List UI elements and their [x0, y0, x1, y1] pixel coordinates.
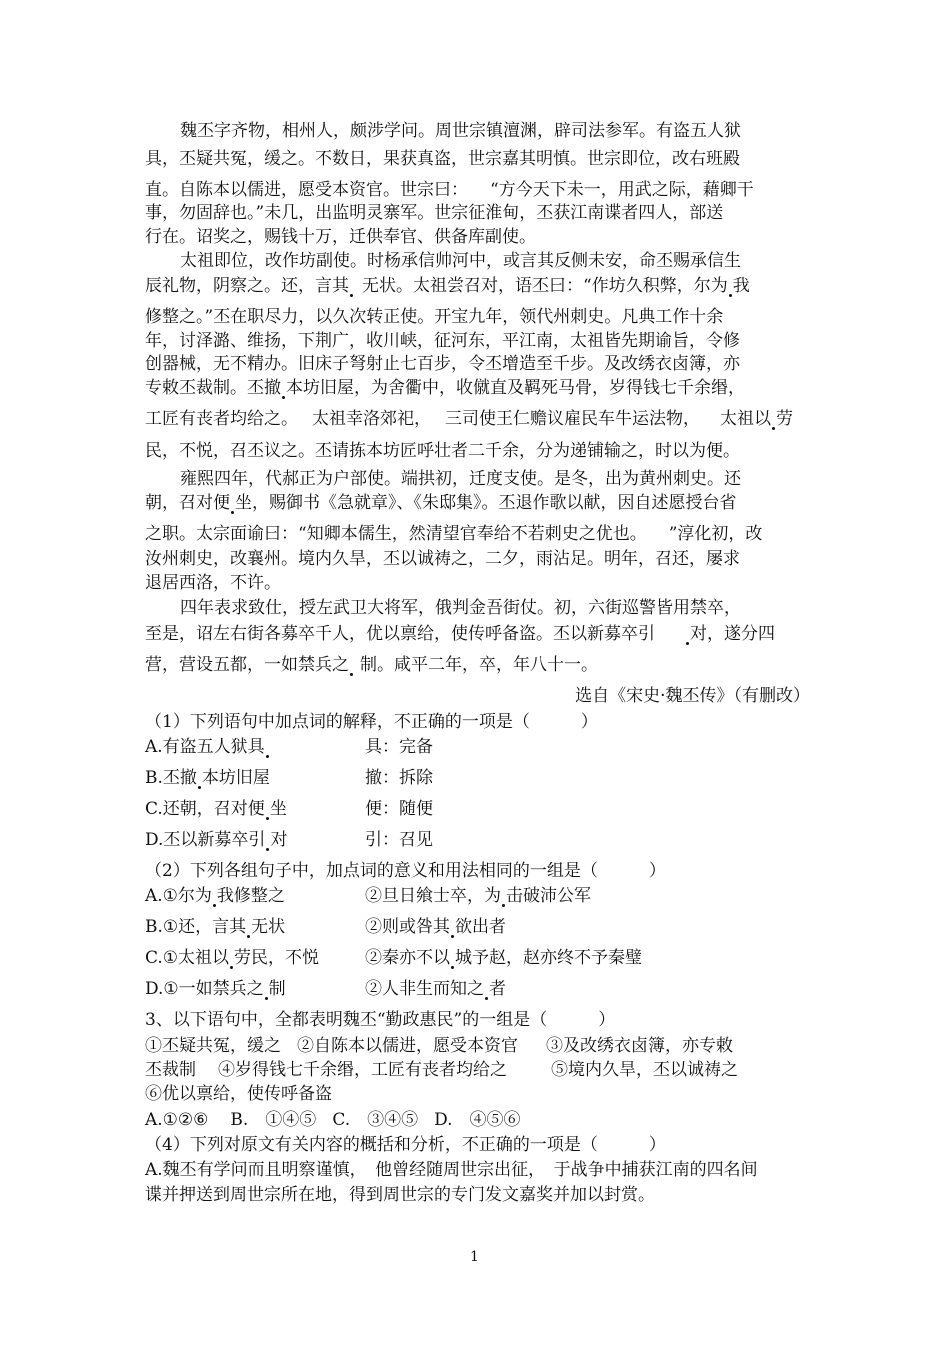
- p1-line-1: 魏丕字齐物，相州人，颇涉学问。周世宗镇澶渊，辟司法参军。有盗五人狱: [180, 121, 741, 141]
- emphasis-dot: [247, 935, 250, 938]
- emphasis-dot: [502, 904, 505, 907]
- emphasis-dot: [772, 427, 775, 430]
- emphasis-dot: [266, 755, 269, 758]
- text: ②人非生而知之: [365, 979, 484, 999]
- text: 无状。太祖尝召对，语丕曰：: [362, 276, 583, 296]
- text: 至是，诏左右街各募卒千人，优以禀给，使传呼备盗。丕以新募卒引: [145, 624, 655, 644]
- emphasis-dot: [350, 673, 353, 676]
- emphasis-dot: [231, 511, 234, 514]
- text: ”淳化初，改: [668, 524, 763, 544]
- q1-option-a-gloss: 具：完备: [365, 737, 433, 757]
- text: C.①太祖以: [145, 948, 230, 968]
- text: D.①一如禁兵之: [145, 979, 264, 999]
- source-citation: 选自《宋史·魏丕传》（有删改）: [575, 686, 810, 706]
- q3-choices: [145, 1109, 521, 1131]
- emphasis-dot: [213, 904, 216, 907]
- text: 直。自陈本以儒进，愿受本资官。世宗曰：: [145, 180, 468, 200]
- q1-option-d-gloss: 引：召见: [365, 830, 433, 850]
- p1-line-3: [145, 179, 825, 201]
- text: “作坊久积弊，尔为: [583, 276, 728, 296]
- text: 太祖以: [720, 409, 771, 429]
- text: ②则或咎其: [365, 917, 450, 937]
- text: ⑤境内久旱，丕以诚祷之: [551, 1060, 738, 1080]
- p2-line-7: [145, 408, 825, 430]
- emphasis-dot: [350, 294, 353, 297]
- emphasis-dot: [265, 997, 268, 1000]
- text: 坐，赐御书《急就章》、《朱邸集》。: [235, 493, 499, 513]
- p2-line-4: 年，讨泽潞、维扬，下荆广，收川峡，征河东，平江南，太祖皆先期谕旨，令修: [145, 331, 740, 351]
- p3-line-4: 汝州刺史，改襄州。境内久旱，丕以诚祷之，二夕，雨沾足。明年，召还，屡求: [145, 549, 740, 569]
- q4-stem: （4）下列对原文有关内容的概括和分析，不正确的一项是（ ）: [145, 1135, 666, 1155]
- p3-line-1: 雍熙四年，代郝正为户部使。端拱初，迁度支使。是冬，出为黄州刺史。还: [180, 469, 741, 489]
- text: 丕裁制: [145, 1060, 196, 1080]
- text: ④岁得钱七千余缗，工匠有丧者均给之: [218, 1060, 507, 1080]
- q3-stem: 3、以下语句中，全都表明魏丕“勤政惠民”的一组是（ ）: [145, 1010, 616, 1030]
- choice-a: A.①②⑥: [145, 1110, 209, 1130]
- underlined-text: 事，勿固辞也。: [145, 203, 256, 223]
- q1-option-d: [145, 829, 287, 851]
- text: 对，遂分四: [690, 624, 775, 644]
- underlined-text: 之职。: [145, 524, 196, 544]
- text: 太祖幸洛郊祀，: [312, 409, 431, 429]
- text: 城予赵，赵亦终不予秦璧: [455, 948, 642, 968]
- p3-line-2: [145, 492, 825, 514]
- text: 劳: [776, 409, 793, 429]
- text: 欲出者: [455, 917, 506, 937]
- q2-option-a-right: [365, 885, 591, 907]
- text: 我: [732, 276, 750, 296]
- p1-line-4: [145, 202, 825, 224]
- q1-option-b: [145, 767, 270, 789]
- emphasis-dot: [282, 396, 285, 399]
- q3-line-1: [145, 1035, 733, 1057]
- emphasis-dot: [451, 966, 454, 969]
- p4-line-2: [145, 623, 825, 645]
- q1-option-a: [145, 736, 270, 758]
- text: ②秦亦不以: [365, 948, 450, 968]
- text: 制: [268, 979, 286, 999]
- q1-option-c-gloss: 便：随便: [365, 799, 433, 819]
- choice-d: D. ④⑤⑥: [434, 1110, 521, 1130]
- underlined-text: “方今天下未一，用武之际，藉卿干: [490, 180, 754, 200]
- p2-line-8: [145, 440, 825, 462]
- text: 本坊旧屋: [201, 768, 270, 788]
- text: 制。咸平二年，卒，年八十一。: [360, 655, 598, 675]
- text: ”未几，出监明灵寨军。世宗征淮甸，丕获江南谍者四人，部送: [255, 203, 724, 223]
- p4-line-1: 四年表求致仕，授左武卫大将军，俄判金吾街仗。初，六街巡警皆用禁卒，: [180, 598, 741, 618]
- text: 我修整之: [216, 886, 285, 906]
- text: B.丕撤: [145, 768, 197, 788]
- text: D.丕以新募卒引: [145, 830, 266, 850]
- q3-line-3: ⑥优以禀给，使传呼备盗: [145, 1084, 332, 1104]
- text: A.①尔为: [145, 886, 212, 906]
- q1-stem: （1）下列语句中加点词的解释，不正确的一项是（ ）: [145, 712, 598, 732]
- q2-option-c: [145, 947, 319, 969]
- emphasis-dot: [198, 786, 201, 789]
- text: 朝，召对便: [145, 493, 230, 513]
- text: 本坊旧屋，为舍衢中，收僦直及羁死马骨，岁得钱七千余缗，: [286, 378, 745, 398]
- text: 民，不悦，召丕议之。: [145, 441, 315, 461]
- text: C.还朝，召对便: [145, 799, 265, 819]
- p4-line-3: [145, 654, 825, 676]
- q2-option-d: [145, 978, 286, 1000]
- q4-option-a-line-1: A.魏丕有学问而且明察谨慎， 他曾经随周世宗出征， 于战争中捕获江南的四名间: [145, 1160, 758, 1180]
- emphasis-dot: [230, 966, 233, 969]
- choice-b: B. ①④⑤: [230, 1110, 317, 1130]
- text: 辰礼物，阴察之。还，言其: [145, 276, 349, 296]
- text: 坐: [269, 799, 287, 819]
- emphasis-dot: [729, 294, 732, 297]
- q1-option-b-gloss: 撤：拆除: [365, 768, 433, 788]
- p3-line-3: [145, 523, 825, 545]
- text: 者: [489, 979, 506, 999]
- q4-option-a-line-2: 谍并押送到周世宗所在地，得到周世宗的专门发文嘉奖并加以封赏。: [145, 1185, 655, 1205]
- q2-option-b-right: [365, 916, 506, 938]
- underlined-text: 丕退作歌以献，因自述愿授台省: [498, 493, 737, 513]
- q2-option-c-right: [365, 947, 642, 969]
- q2-option-b: [145, 916, 285, 938]
- text: 营，营设五都，一如禁兵之: [145, 655, 349, 675]
- text: 劳民，不悦: [234, 948, 320, 968]
- q1-option-c: [145, 798, 287, 820]
- page-number: 1: [470, 1249, 479, 1265]
- text: A.有盗五人狱具: [145, 737, 265, 757]
- emphasis-dot: [266, 848, 269, 851]
- text: 对: [270, 830, 288, 850]
- emphasis-dot: [485, 997, 488, 1000]
- p1-line-2: [145, 148, 825, 170]
- text: 三司使王仁赡议雇民车牛运法物，: [445, 409, 700, 429]
- p2-line-1: 太祖即位，改作坊副使。时杨承信帅河中，或言其反侧未安，命丕赐承信生: [180, 251, 741, 271]
- emphasis-dot: [451, 935, 454, 938]
- emphasis-dot: [266, 817, 269, 820]
- p2-line-2: [145, 275, 825, 297]
- text: 太宗面谕曰：“知卿本儒生，然清望官奉给不若刺史之优也。: [196, 524, 647, 544]
- p2-line-6: [145, 377, 825, 399]
- q2-option-d-right: [365, 978, 506, 1000]
- underlined-text: 丕请拣本坊匠呼壮者二千余，分为递铺输之，时以为便。: [315, 441, 740, 461]
- q3-line-2: [145, 1059, 738, 1081]
- text: 专敕丕裁制。丕撤: [145, 378, 281, 398]
- q2-stem: （2）下列各组句子中，加点词的意义和用法相同的一组是（ ）: [145, 861, 666, 881]
- text: ①丕疑共冤，缓之: [145, 1036, 281, 1056]
- text: 具，丕疑共冤，缓之。不数日，果获真盗，世宗嘉其明慎。世宗即位，改右班殿: [145, 149, 740, 169]
- text: ②旦日飨士卒，为: [365, 886, 501, 906]
- text: 无状: [251, 917, 286, 937]
- p2-line-5: 创器械，无不精办。旧床子弩射止七百步，令丕增造至千步。及改绣衣卤簿，亦: [145, 354, 740, 374]
- q2-option-a: [145, 885, 285, 907]
- p1-line-5: 行在。诏奖之，赐钱十万，迁供奉官、供备库副使。: [145, 227, 536, 247]
- text: 工匠有丧者均给之。: [145, 409, 298, 429]
- emphasis-dot: [686, 642, 689, 645]
- p3-line-5: 退居西洛，不许。: [145, 573, 281, 593]
- text: ②自陈本以儒进，愿受本资官: [297, 1036, 518, 1056]
- p2-line-3: 修整之。”丕在职尽力，以久次转正使。开宝九年，领代州刺史。凡典工作十余: [145, 307, 724, 327]
- text: B.①还，言其: [145, 917, 247, 937]
- text: 击破沛公军: [506, 886, 591, 906]
- choice-c: C. ③④⑤: [332, 1110, 419, 1130]
- text: ③及改绣衣卤簿，亦专敕: [546, 1036, 733, 1056]
